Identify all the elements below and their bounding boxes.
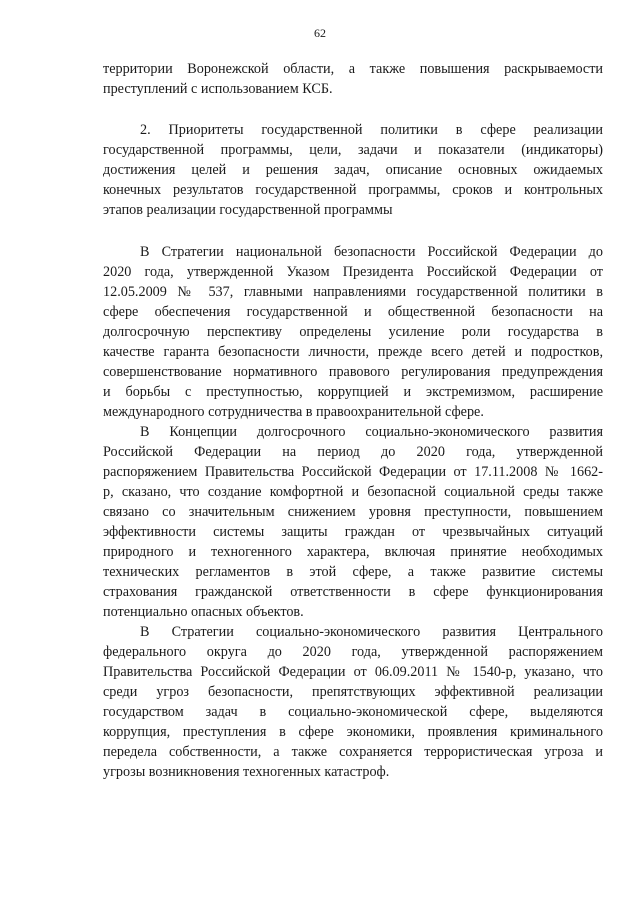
paragraph-line: сфере обеспечения государственной и общественной безопасности на (103, 304, 603, 320)
paragraph-line: качестве гаранта безопасности личности, прежде всего детей и подростков, (103, 344, 603, 360)
paragraph-line: распоряжением Правительства Российской Федерации от 17.11.2008 № 1662- (103, 464, 603, 480)
paragraph-line: р, сказано, что создание комфортной и безопасной социальной среды также (103, 484, 603, 500)
text-line: территории Воронежской области, а также повышения раскрываемости (103, 61, 603, 77)
paragraph-line: технических регламентов в этой сфере, а также развитие системы (103, 564, 603, 580)
section-heading-line: этапов реализации государственной программы (103, 202, 393, 218)
paragraph-line: передела собственности, а также сохраняется террористическая угроза и (103, 744, 603, 760)
paragraph-line: В Концепции долгосрочного социально-экономического развития (140, 424, 603, 440)
paragraph-line: и борьбы с преступностью, коррупцией и экстремизмом, расширение (103, 384, 603, 400)
section-heading-line: достижения целей и решения задач, описание основных ожидаемых (103, 162, 603, 178)
paragraph-line: коррупция, преступления в сфере экономики, проявления криминального (103, 724, 603, 740)
paragraph-line: 2020 года, утвержденной Указом Президента Российской Федерации от (103, 264, 603, 280)
section-heading-line: государственной программы, цели, задачи и показатели (индикаторы) (103, 142, 603, 158)
paragraph-line: природного и техногенного характера, включая принятие необходимых (103, 544, 603, 560)
paragraph-line: Правительства Российской Федерации от 06.09.2011 № 1540-р, указано, что (103, 664, 603, 680)
paragraph-line: федерального округа до 2020 года, утвержденной распоряжением (103, 644, 603, 660)
text-line: преступлений с использованием КСБ. (103, 81, 333, 97)
section-heading-line: 2. Приоритеты государственной политики в сфере реализации (140, 122, 603, 138)
paragraph-line: среди угроз безопасности, препятствующих эффективной реализации (103, 684, 603, 700)
paragraph-line: эффективности системы защиты граждан от чрезвычайных ситуаций (103, 524, 603, 540)
paragraph-line: В Стратегии социально-экономического развития Центрального (140, 624, 603, 640)
paragraph-line: Российской Федерации на период до 2020 года, утвержденной (103, 444, 603, 460)
paragraph-line: государством задач в социально-экономической сфере, выделяются (103, 704, 603, 720)
paragraph-line: 12.05.2009 № 537, главными направлениями государственной политики в (103, 284, 603, 300)
paragraph-line: совершенствование нормативного правового регулирования предупреждения (103, 364, 603, 380)
paragraph-line: международного сотрудничества в правоохранительной сфере. (103, 404, 484, 420)
section-heading-line: конечных результатов государственной программы, сроков и контрольных (103, 182, 603, 198)
paragraph-line: долгосрочную перспективу определены усиление роли государства в (103, 324, 603, 340)
page-number: 62 (314, 26, 326, 40)
paragraph-line: страхования гражданской ответственности в сфере функционирования (103, 584, 603, 600)
paragraph-line: В Стратегии национальной безопасности Российской Федерации до (140, 244, 603, 260)
paragraph-line: угрозы возникновения техногенных катастроф. (103, 764, 390, 780)
paragraph-line: потенциально опасных объектов. (103, 604, 304, 620)
paragraph-line: связано со значительным снижением уровня преступности, повышением (103, 504, 603, 520)
